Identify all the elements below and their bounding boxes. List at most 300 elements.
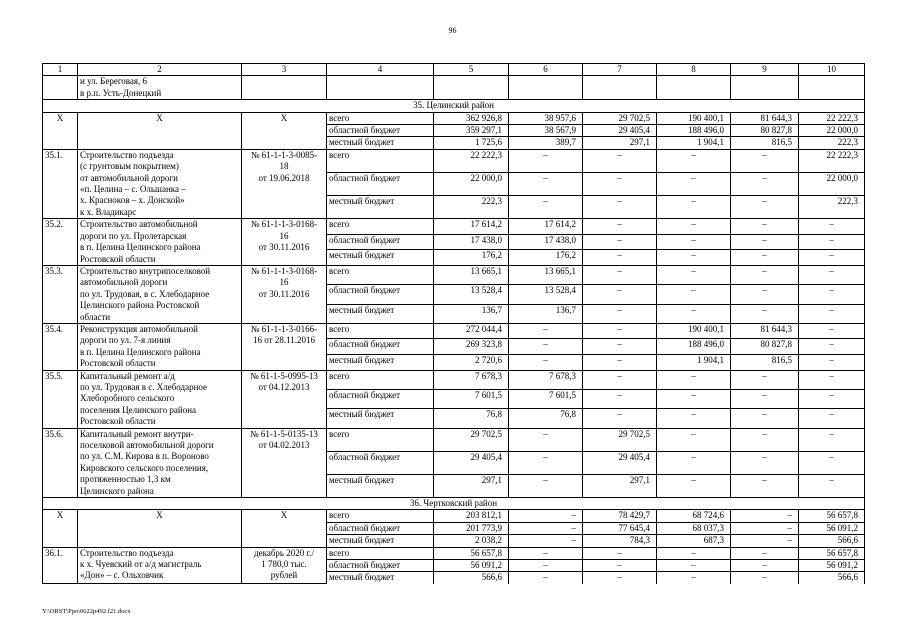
amount-cell: – xyxy=(799,219,865,235)
text-line: Ростовской области xyxy=(80,253,156,264)
item-number: 35.2. xyxy=(43,219,78,266)
item-number: 35.6. xyxy=(43,428,78,497)
amount-cell: – xyxy=(731,547,799,559)
amount-cell: 29 702,5 xyxy=(583,112,657,124)
column-header: 6 xyxy=(509,64,583,76)
cell-empty xyxy=(583,76,657,100)
text-line: поселения Целинского района xyxy=(80,404,197,415)
budget-label: областной бюджет xyxy=(327,285,434,304)
text-line: в п. Целина Целинского района xyxy=(80,346,201,357)
amount-cell: – xyxy=(583,339,657,355)
x-marker: Х xyxy=(78,510,242,547)
amount-cell: – xyxy=(509,474,583,497)
text-line: Капитальный ремонт внутри- xyxy=(80,428,194,439)
amount-cell: 13 528,4 xyxy=(434,285,509,304)
amount-cell: – xyxy=(731,572,799,584)
amount-cell: – xyxy=(731,285,799,304)
amount-cell: 22 222,3 xyxy=(799,149,865,172)
amount-cell: – xyxy=(731,389,799,408)
section-title: 35. Целинский район xyxy=(43,100,865,112)
amount-cell: – xyxy=(657,389,731,408)
amount-cell: 76,8 xyxy=(434,409,509,428)
amount-cell: – xyxy=(799,451,865,474)
amount-cell: – xyxy=(657,572,731,584)
text-line: Хлеборобного сельского xyxy=(80,393,175,404)
budget-label: всего xyxy=(327,428,434,451)
amount-cell: – xyxy=(657,219,731,235)
amount-cell: – xyxy=(509,149,583,172)
cell-empty xyxy=(799,76,865,100)
text-line: № 61-1-1-3-0166- xyxy=(250,323,318,334)
budget-label: всего xyxy=(327,323,434,339)
amount-cell: – xyxy=(799,250,865,266)
amount-cell: 566,6 xyxy=(799,572,865,584)
amount-cell: – xyxy=(657,451,731,474)
amount-cell: 29 702,5 xyxy=(434,428,509,451)
column-header: 9 xyxy=(731,64,799,76)
amount-cell: 1 904,1 xyxy=(657,355,731,371)
item-row xyxy=(43,265,865,284)
budget-label: областной бюджет xyxy=(327,451,434,474)
column-header: 10 xyxy=(799,64,865,76)
budget-table xyxy=(42,63,865,584)
column-header: 3 xyxy=(242,64,327,76)
amount-cell: – xyxy=(731,451,799,474)
amount-cell: – xyxy=(799,428,865,451)
item-row xyxy=(43,323,865,339)
text-line: 16 от 28.11.2016 xyxy=(253,335,315,346)
amount-cell: – xyxy=(583,370,657,389)
amount-cell: – xyxy=(657,304,731,323)
amount-cell: 188 496,0 xyxy=(657,125,731,137)
budget-label: областной бюджет xyxy=(327,560,434,572)
cell-empty xyxy=(657,76,731,100)
amount-cell: – xyxy=(509,451,583,474)
amount-cell: – xyxy=(657,547,731,559)
amount-cell: 78 429,7 xyxy=(583,510,657,522)
amount-cell: – xyxy=(583,389,657,408)
amount-cell: – xyxy=(657,265,731,284)
amount-cell: 76,8 xyxy=(509,409,583,428)
amount-cell: – xyxy=(731,535,799,547)
amount-cell: 176,2 xyxy=(434,250,509,266)
item-row xyxy=(43,219,865,235)
amount-cell: – xyxy=(509,572,583,584)
x-marker: Х xyxy=(43,510,78,547)
amount-cell: – xyxy=(657,428,731,451)
amount-cell: 56 091,2 xyxy=(799,560,865,572)
text-line: № 61-1-5-0135-13 xyxy=(250,428,318,439)
cell-empty xyxy=(43,76,78,100)
amount-cell: – xyxy=(731,522,799,534)
amount-cell: 136,7 xyxy=(509,304,583,323)
budget-label: областной бюджет xyxy=(327,522,434,534)
object-name xyxy=(78,323,242,370)
amount-cell: – xyxy=(799,304,865,323)
cell-empty xyxy=(242,76,327,100)
amount-cell: – xyxy=(799,234,865,250)
amount-cell: – xyxy=(583,196,657,219)
text-line: автомобильной дороги xyxy=(80,277,168,288)
text-line: по ул. С.М. Кирова в п. Вороново xyxy=(80,451,209,462)
page-number: 96 xyxy=(448,26,457,35)
document-reference xyxy=(242,149,327,218)
text-line: области xyxy=(80,311,111,322)
amount-cell: – xyxy=(509,428,583,451)
amount-cell: 222,3 xyxy=(434,196,509,219)
budget-label: всего xyxy=(327,370,434,389)
amount-cell: 7 601,5 xyxy=(509,389,583,408)
amount-cell: 80 827,8 xyxy=(731,339,799,355)
amount-cell: 13 528,4 xyxy=(509,285,583,304)
amount-cell: 222,3 xyxy=(799,196,865,219)
budget-label: местный бюджет xyxy=(327,250,434,266)
amount-cell: 297,1 xyxy=(583,474,657,497)
amount-cell: 29 405,4 xyxy=(434,451,509,474)
amount-cell: – xyxy=(731,428,799,451)
amount-cell: – xyxy=(799,474,865,497)
x-marker: Х xyxy=(242,112,327,149)
amount-cell: 22 000,0 xyxy=(799,172,865,195)
amount-cell: 80 827,8 xyxy=(731,125,799,137)
text-line: 16 xyxy=(279,277,289,288)
carry-over-row xyxy=(43,76,865,100)
text-line: Строительство внутрипоселковой xyxy=(80,265,211,276)
amount-cell: 17 614,2 xyxy=(509,219,583,235)
amount-cell: 297,1 xyxy=(583,137,657,149)
x-marker: Х xyxy=(242,510,327,547)
section-total-row xyxy=(43,112,865,124)
column-header: 5 xyxy=(434,64,509,76)
amount-cell: 136,7 xyxy=(434,304,509,323)
text-line: дороги по ул. 7-я линия xyxy=(80,335,171,346)
budget-label: местный бюджет xyxy=(327,355,434,371)
amount-cell: 190 400,1 xyxy=(657,112,731,124)
text-line: Целинского района xyxy=(80,485,154,496)
budget-label: всего xyxy=(327,149,434,172)
amount-cell: 7 601,5 xyxy=(434,389,509,408)
amount-cell: – xyxy=(657,285,731,304)
amount-cell: 22 000,0 xyxy=(799,125,865,137)
text-line: от 30.11.2016 xyxy=(258,288,310,299)
budget-label: областной бюджет xyxy=(327,172,434,195)
budget-label: областной бюджет xyxy=(327,339,434,355)
amount-cell: – xyxy=(657,234,731,250)
column-header: 2 xyxy=(78,64,242,76)
header-row xyxy=(43,64,865,76)
text-line: от 04.02.2013 xyxy=(258,440,310,450)
amount-cell: 38 567,9 xyxy=(509,125,583,137)
amount-cell: – xyxy=(731,149,799,172)
amount-cell: 203 812,1 xyxy=(434,510,509,522)
amount-cell: – xyxy=(657,409,731,428)
text-line: 16 xyxy=(279,230,289,241)
budget-label: всего xyxy=(327,547,434,559)
amount-cell: 201 773,9 xyxy=(434,522,509,534)
amount-cell: 297,1 xyxy=(434,474,509,497)
amount-cell: 56 657,8 xyxy=(434,547,509,559)
section-total-row xyxy=(43,510,865,522)
budget-label: всего xyxy=(327,265,434,284)
text-line: протяженностью 1,3 км xyxy=(80,474,171,485)
amount-cell: – xyxy=(509,323,583,339)
amount-cell: – xyxy=(799,355,865,371)
amount-cell: 81 644,3 xyxy=(731,112,799,124)
text-line: № 61-1-5-0995-13 xyxy=(250,370,318,381)
amount-cell: 687,3 xyxy=(657,535,731,547)
text-line: от 04.12.2013 xyxy=(258,381,310,392)
object-name xyxy=(78,265,242,323)
item-number: 35.4. xyxy=(43,323,78,370)
amount-cell: – xyxy=(583,547,657,559)
amount-cell: – xyxy=(509,339,583,355)
amount-cell: 389,7 xyxy=(509,137,583,149)
text-line: к х. Чуевский от а/д магистраль xyxy=(80,559,202,570)
amount-cell: 188 496,0 xyxy=(657,339,731,355)
amount-cell: 17 614,2 xyxy=(434,219,509,235)
text-line: по ул. Трудовая, в с. Хлебодарное xyxy=(80,288,210,299)
item-row xyxy=(43,370,865,389)
column-header: 1 xyxy=(43,64,78,76)
column-header: 7 xyxy=(583,64,657,76)
amount-cell: 359 297,1 xyxy=(434,125,509,137)
text-line: Целинского района Ростовской xyxy=(80,300,200,311)
amount-cell: 7 678,3 xyxy=(509,370,583,389)
amount-cell: 2 038,2 xyxy=(434,535,509,547)
amount-cell: – xyxy=(509,522,583,534)
amount-cell: – xyxy=(657,560,731,572)
amount-cell: – xyxy=(731,474,799,497)
budget-label: местный бюджет xyxy=(327,196,434,219)
amount-cell: 22 222,3 xyxy=(799,112,865,124)
text-line: в р.п. Усть-Донецкий xyxy=(80,87,162,98)
text-line: (с грунтовым покрытием) xyxy=(80,161,179,172)
amount-cell: 190 400,1 xyxy=(657,323,731,339)
budget-label: всего xyxy=(327,510,434,522)
object-name xyxy=(78,76,242,100)
amount-cell: – xyxy=(657,250,731,266)
budget-label: всего xyxy=(327,219,434,235)
amount-cell: – xyxy=(583,572,657,584)
amount-cell: – xyxy=(509,510,583,522)
budget-label: областной бюджет xyxy=(327,125,434,137)
amount-cell: – xyxy=(799,389,865,408)
text-line: декабрь 2020 г./ xyxy=(254,547,314,558)
amount-cell: 176,2 xyxy=(509,250,583,266)
budget-label: местный бюджет xyxy=(327,535,434,547)
amount-cell: – xyxy=(799,323,865,339)
item-row xyxy=(43,428,865,451)
amount-cell: 68 037,3 xyxy=(657,522,731,534)
item-number: 35.5. xyxy=(43,370,78,428)
item-number: 35.1. xyxy=(43,149,78,218)
text-line: к х. Владикарс xyxy=(80,206,137,217)
amount-cell: 56 657,8 xyxy=(799,547,865,559)
amount-cell: – xyxy=(731,172,799,195)
x-marker: Х xyxy=(78,112,242,149)
amount-cell: – xyxy=(657,370,731,389)
document-reference xyxy=(242,370,327,428)
amount-cell: – xyxy=(731,196,799,219)
amount-cell: – xyxy=(799,370,865,389)
amount-cell: – xyxy=(799,265,865,284)
amount-cell: – xyxy=(509,535,583,547)
cell-empty xyxy=(731,76,799,100)
text-line: № 61-1-1-3-0085- xyxy=(250,149,318,160)
amount-cell: 56 091,2 xyxy=(434,560,509,572)
amount-cell: – xyxy=(731,510,799,522)
amount-cell: – xyxy=(583,172,657,195)
text-line: от 19.06.2018 xyxy=(258,172,310,183)
amount-cell: 566,6 xyxy=(434,572,509,584)
section-title-row xyxy=(43,100,865,112)
text-line: от автомобильной дороги xyxy=(80,172,178,183)
amount-cell: – xyxy=(657,474,731,497)
item-row xyxy=(43,149,865,172)
amount-cell: 68 724,6 xyxy=(657,510,731,522)
amount-cell: – xyxy=(731,219,799,235)
budget-label: областной бюджет xyxy=(327,389,434,408)
budget-label: местный бюджет xyxy=(327,304,434,323)
text-line: поселковой автомобильной дороги xyxy=(80,440,214,450)
amount-cell: 816,5 xyxy=(731,137,799,149)
amount-cell: – xyxy=(509,196,583,219)
text-line: от 30.11.2016 xyxy=(258,242,310,253)
amount-cell: – xyxy=(731,370,799,389)
amount-cell: – xyxy=(583,219,657,235)
text-line: Строительство автомобильной xyxy=(80,219,198,230)
amount-cell: 362 926,8 xyxy=(434,112,509,124)
object-name xyxy=(78,547,242,584)
text-line: Строительство подъезда xyxy=(80,547,174,558)
footer-file-path: Y:\ORST\Ppo\0622p492.f21.docx xyxy=(42,608,131,615)
text-line: и ул. Береговая, 6 xyxy=(80,76,148,87)
amount-cell: – xyxy=(657,196,731,219)
text-line: х. Красноков – х. Донской» xyxy=(80,195,185,206)
amount-cell: – xyxy=(583,250,657,266)
budget-label: местный бюджет xyxy=(327,474,434,497)
amount-cell: 38 957,6 xyxy=(509,112,583,124)
text-line: в п. Целина Целинского района xyxy=(80,242,201,253)
amount-cell: 56 091,2 xyxy=(799,522,865,534)
column-header: 4 xyxy=(327,64,434,76)
budget-label: местный бюджет xyxy=(327,409,434,428)
amount-cell: 22 222,3 xyxy=(434,149,509,172)
amount-cell: 17 438,0 xyxy=(509,234,583,250)
section-title: 36. Чертковский район xyxy=(43,498,865,510)
section-title-row xyxy=(43,498,865,510)
amount-cell: 13 665,1 xyxy=(434,265,509,284)
text-line: Строительство подъезда xyxy=(80,149,174,160)
x-marker: Х xyxy=(43,112,78,149)
document-reference xyxy=(242,428,327,497)
budget-label: местный бюджет xyxy=(327,572,434,584)
amount-cell: – xyxy=(509,355,583,371)
amount-cell: – xyxy=(799,409,865,428)
amount-cell: – xyxy=(583,355,657,371)
amount-cell: 272 044,4 xyxy=(434,323,509,339)
amount-cell: – xyxy=(731,560,799,572)
amount-cell: – xyxy=(731,234,799,250)
text-line: «п. Целина – с. Ольшанка – xyxy=(80,184,186,195)
text-line: Ростовской области xyxy=(80,416,156,427)
text-line: № 61-1-1-3-0168- xyxy=(250,219,318,230)
amount-cell: 77 645,4 xyxy=(583,522,657,534)
amount-cell: 816,5 xyxy=(731,355,799,371)
object-name xyxy=(78,219,242,266)
amount-cell: – xyxy=(583,560,657,572)
budget-label: местный бюджет xyxy=(327,137,434,149)
amount-cell: – xyxy=(731,265,799,284)
budget-label: областной бюджет xyxy=(327,234,434,250)
text-line: Кировского сельского поселения, xyxy=(80,462,209,473)
amount-cell: 1 725,6 xyxy=(434,137,509,149)
amount-cell: 17 438,0 xyxy=(434,234,509,250)
text-line: рублей xyxy=(270,570,298,581)
text-line: 1 780,0 тыс. xyxy=(261,559,307,570)
amount-cell: – xyxy=(583,409,657,428)
amount-cell: – xyxy=(799,339,865,355)
amount-cell: – xyxy=(731,250,799,266)
amount-cell: 269 323,8 xyxy=(434,339,509,355)
text-line: № 61-1-1-3-0168- xyxy=(250,265,318,276)
amount-cell: – xyxy=(583,304,657,323)
amount-cell: – xyxy=(509,560,583,572)
amount-cell: 784,3 xyxy=(583,535,657,547)
document-reference xyxy=(242,323,327,370)
item-row xyxy=(43,547,865,559)
amount-cell: – xyxy=(799,285,865,304)
amount-cell: – xyxy=(583,149,657,172)
object-name xyxy=(78,370,242,428)
amount-cell: 7 678,3 xyxy=(434,370,509,389)
object-name xyxy=(78,428,242,497)
amount-cell: 29 405,4 xyxy=(583,125,657,137)
object-name xyxy=(78,149,242,218)
item-number: 36.1. xyxy=(43,547,78,584)
amount-cell: – xyxy=(583,323,657,339)
cell-empty xyxy=(327,76,434,100)
document-reference xyxy=(242,219,327,266)
text-line: Капитальный ремонт а/д xyxy=(80,370,175,381)
item-number: 35.3. xyxy=(43,265,78,323)
amount-cell: – xyxy=(657,149,731,172)
amount-cell: 81 644,3 xyxy=(731,323,799,339)
text-line: «Дон» – с. Ольховчик xyxy=(80,570,164,581)
amount-cell: 566,6 xyxy=(799,535,865,547)
amount-cell: – xyxy=(583,234,657,250)
amount-cell: 1 904,1 xyxy=(657,137,731,149)
document-reference xyxy=(242,547,327,584)
amount-cell: 29 405,4 xyxy=(583,451,657,474)
text-line: 18 xyxy=(279,161,289,172)
text-line: дороги по ул. Пролетарская xyxy=(80,230,187,241)
text-line: Ростовской области xyxy=(80,358,156,369)
amount-cell: 22 000,0 xyxy=(434,172,509,195)
amount-cell: – xyxy=(731,304,799,323)
amount-cell: – xyxy=(583,265,657,284)
cell-empty xyxy=(434,76,509,100)
text-line: по ул. Трудовая в с. Хлебодарное xyxy=(80,381,208,392)
amount-cell: 56 657,8 xyxy=(799,510,865,522)
column-header: 8 xyxy=(657,64,731,76)
budget-label: всего xyxy=(327,112,434,124)
amount-cell: – xyxy=(583,285,657,304)
amount-cell: 29 702,5 xyxy=(583,428,657,451)
cell-empty xyxy=(509,76,583,100)
amount-cell: – xyxy=(657,172,731,195)
text-line: Реконструкция автомобильной xyxy=(80,323,198,334)
